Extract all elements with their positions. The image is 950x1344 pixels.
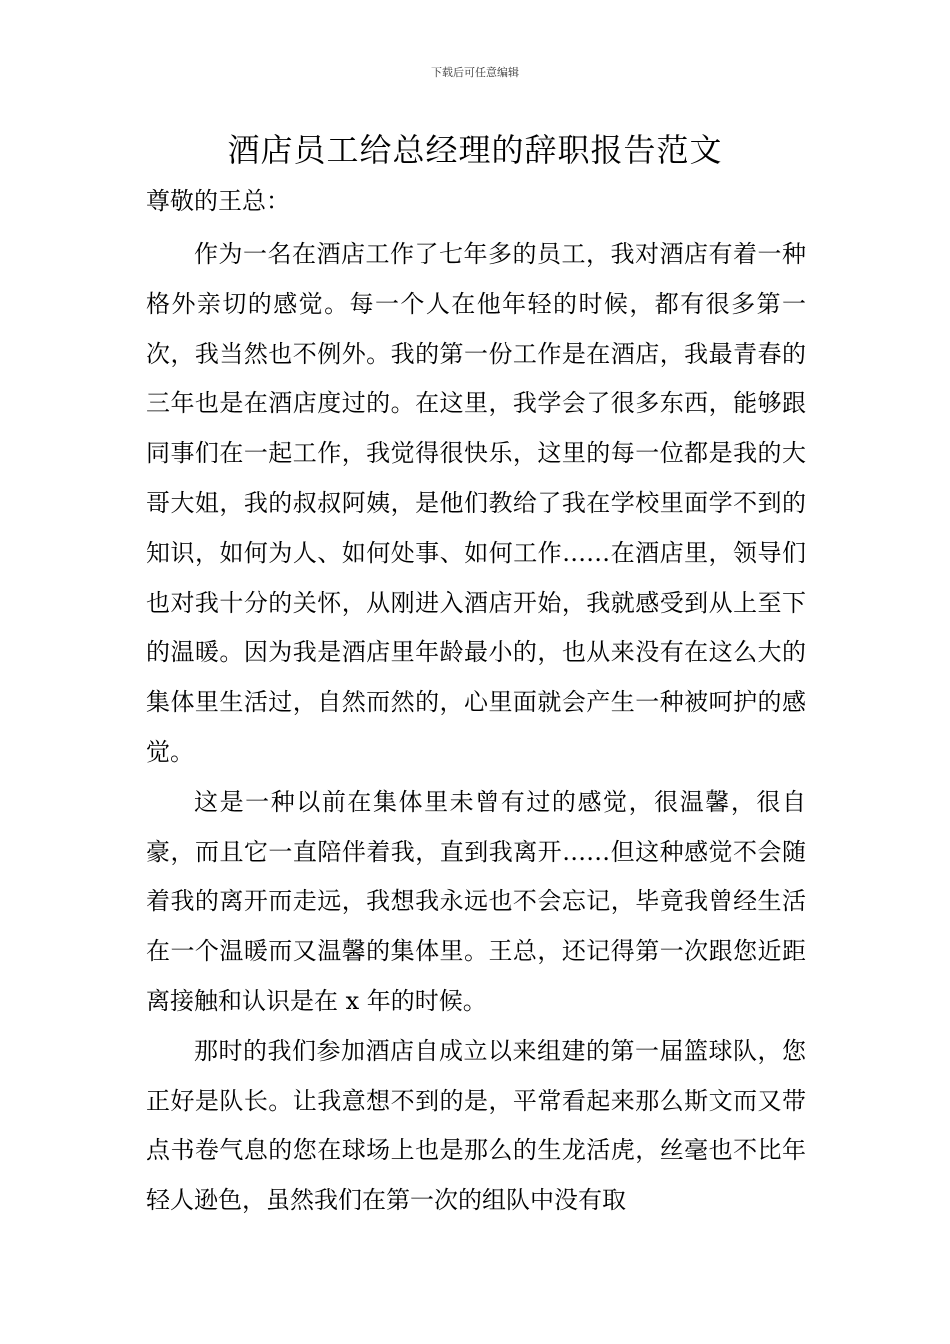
document-title: 酒店员工给总经理的辞职报告范文 xyxy=(227,131,723,169)
header-note: 下载后可任意编辑 xyxy=(431,66,519,79)
salutation: 尊敬的王总： xyxy=(146,187,290,215)
paragraph-1: 作为一名在酒店工作了七年多的员工，我对酒店有着一种格外亲切的感觉。每一个人在他年轻的时候，都有很多第一次，我当然也不例外。我的第一份工作是在酒店，我最青春的三年也是在酒店度过的。在这里，我学会了很多东西，能够跟同事们在一起工作，我觉得很快乐，这里的每一位都是我的大哥大姐，我的叔叔阿姨，是他们教给了我在学校里面学不到的知识，如何为人、如何处事、如何工作……在酒店里，领导们也对我十分的关怀，从刚进入酒店开始，我就感受到从上至下的温暖。因为我是酒店里年龄最小的，也从来没有在这么大的集体里生活过，自然而然的，心里面就会产生一种被呵护的感觉。 xyxy=(146,240,806,766)
paragraph-3: 那时的我们参加酒店自成立以来组建的第一届篮球队，您正好是队长。让我意想不到的是，平常看起来那么斯文而又带点书卷气息的您在球场上也是那么的生龙活虎，丝毫也不比年轻人逊色，虽然我们在第一次的组队中没有取 xyxy=(146,1036,806,1215)
document-body xyxy=(146,230,806,1226)
paragraph-2: 这是一种以前在集体里未曾有过的感觉，很温馨，很自豪，而且它一直陪伴着我，直到我离开……但这种感觉不会随着我的离开而走远，我想我永远也不会忘记，毕竟我曾经生活在一个温暖而又温馨的集体里。王总，还记得第一次跟您近距离接触和认识是在 x 年的时候。 xyxy=(146,787,806,1015)
